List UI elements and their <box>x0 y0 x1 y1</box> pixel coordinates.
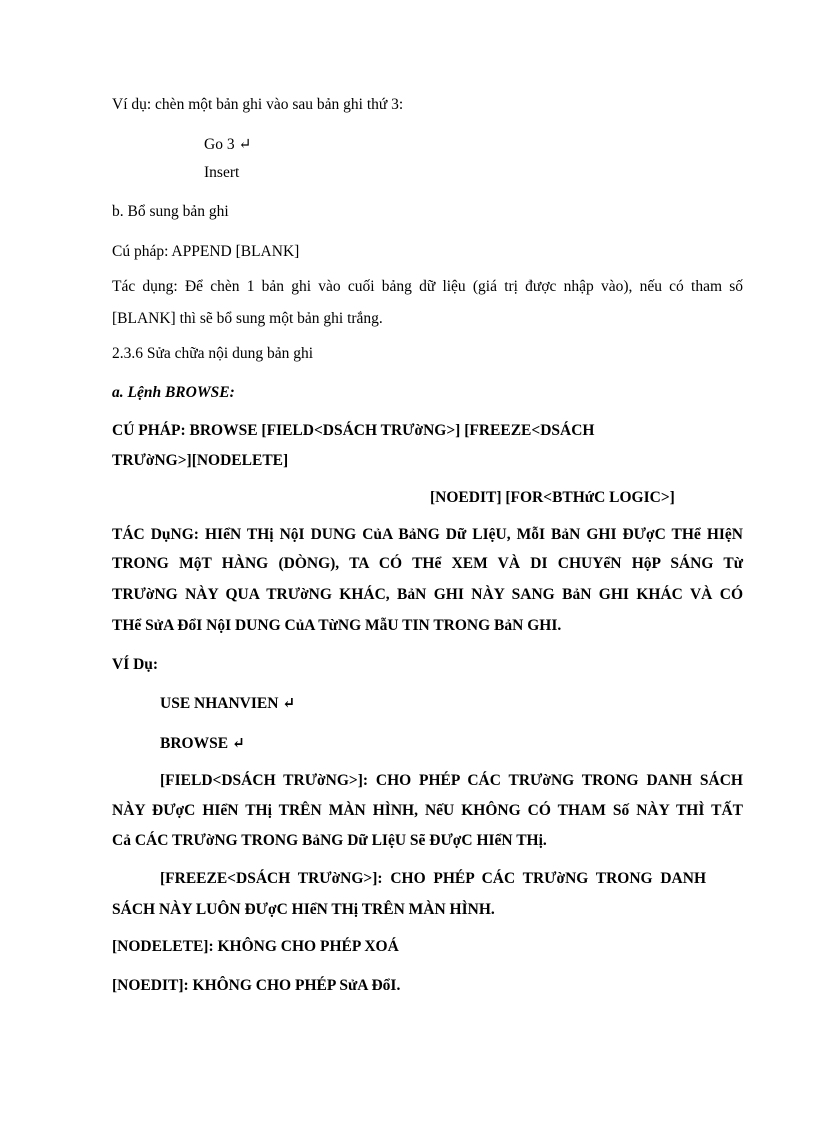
browse-effect-line-4: THể SửA ĐổI NộI DUNG CủA TừNG MẫU TIN TRONG BảN GHI. <box>112 617 562 634</box>
browse-syntax-line-1: CÚ PHÁP: BROWSE [FIELD<DSÁCH TRƯờNG>] [FREEZE<DSÁCH <box>112 422 595 439</box>
field-param-line-3: Cả CÁC TRƯờNG TRONG BảNG Dữ LIệU Sẽ ĐƯợC HIểN THị. <box>112 832 547 849</box>
nodelete-param-line: [NODELETE]: KHÔNG CHO PHÉP XOÁ <box>112 938 399 955</box>
code-insert-line: Insert <box>204 164 240 181</box>
effect-append-line: Tác dụng: Để chèn 1 bản ghi vào cuối bảng dữ liệu (giá trị được nhập vào), nếu có tham số <box>112 278 743 295</box>
subheading-browse: a. Lệnh BROWSE: <box>112 384 235 401</box>
noedit-param-line: [NOEDIT]: KHÔNG CHO PHÉP SửA ĐổI. <box>112 977 401 994</box>
code-use-line: USE NHANVIEN ↵ <box>160 695 296 712</box>
browse-effect-line-3: TRƯờNG NÀY QUA TRƯờNG KHÁC, BảN GHI NÀY SANG BảN GHI KHÁC VÀ CÓ <box>112 586 743 603</box>
syntax-append-line: Cú pháp: APPEND [BLANK] <box>112 243 300 260</box>
browse-syntax-line-2: TRƯờNG>][NODELETE] <box>112 452 289 469</box>
freeze-param-line-1: [FREEZE<DSÁCH TRƯờNG>]: CHO PHÉP CÁC TRƯờNG TRONG DANH <box>160 870 706 887</box>
example-insert-line: Ví dụ: chèn một bản ghi vào sau bản ghi thứ 3: <box>112 96 404 113</box>
code-browse-line: BROWSE ↵ <box>160 735 245 752</box>
field-param-line-1: [FIELD<DSÁCH TRƯờNG>]: CHO PHÉP CÁC TRƯờNG TRONG DANH SÁCH <box>160 772 743 789</box>
section-heading-edit: 2.3.6 Sửa chữa nội dung bản ghi <box>112 345 314 362</box>
code-go-line: Go 3 ↵ <box>204 136 252 153</box>
browse-syntax-line-3: [NOEDIT] [FOR<BTHứC LOGIC>] <box>430 489 675 506</box>
field-param-line-2: NÀY ĐƯợC HIểN THị TRÊN MÀN HÌNH, NếU KHÔNG CÓ THAM Số NÀY THÌ TẤT <box>112 802 743 819</box>
effect-append-line-2: [BLANK] thì sẽ bổ sung một bản ghi trắng. <box>112 310 383 327</box>
browse-effect-line-1: TÁC DụNG: HIểN THị NộI DUNG CủA BảNG Dữ LIệU, MỗI BảN GHI ĐƯợC THể HIệN <box>112 526 743 543</box>
browse-effect-line-2: TRONG MộT HÀNG (DÒNG), TA CÓ THể XEM VÀ DI CHUYểN HộP SÁNG Từ <box>112 555 743 572</box>
example-heading: VÍ Dụ: <box>112 656 159 673</box>
freeze-param-line-2: SÁCH NÀY LUÔN ĐƯợC HIểN THị TRÊN MÀN HÌNH. <box>112 901 495 918</box>
section-heading-append: b. Bổ sung bản ghi <box>112 203 229 220</box>
